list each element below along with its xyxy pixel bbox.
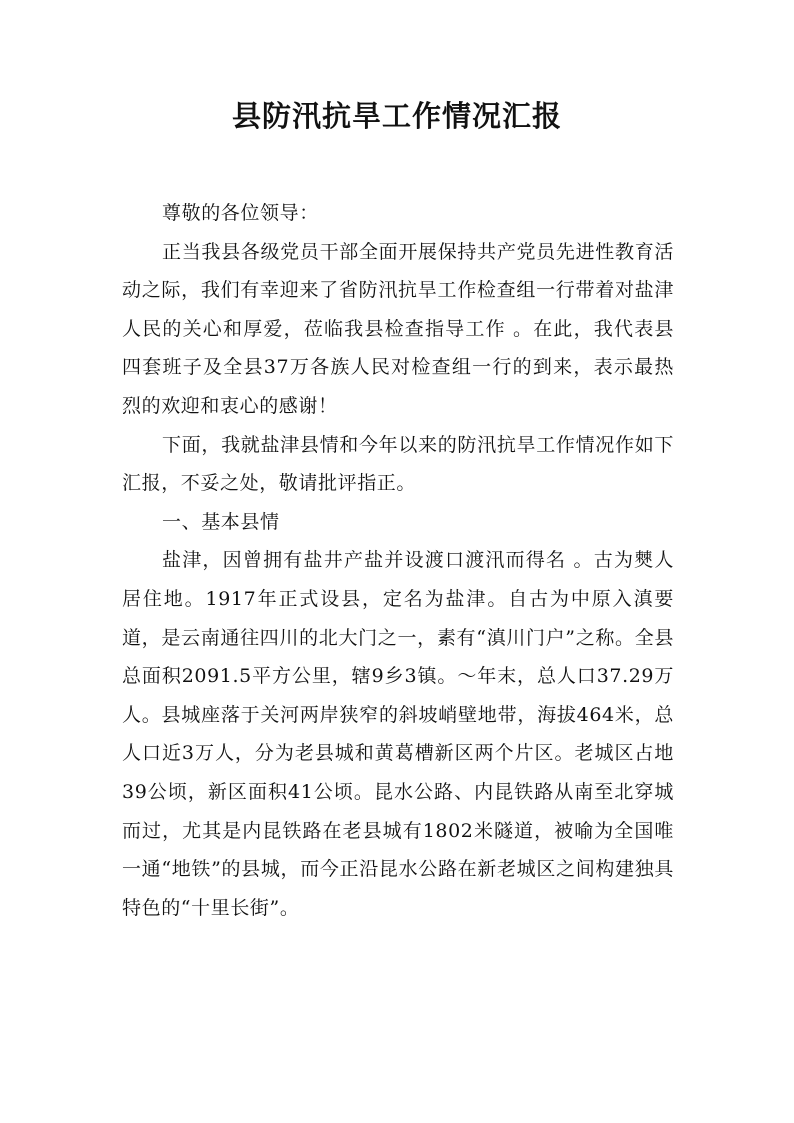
document-body: [122, 194, 674, 927]
county-overview-paragraph: 盐津，因曾拥有盐井产盐并设渡口渡汛而得名 。古为僰人居住地。1917年正式设县，定名为盐津。自古为中原入滇要道，是云南通往四川的北大门之一，素有“滇川门户”之称。全县总面积2091.5平方公里，辖9乡3镇。～年末，总人口37.29万人。县城座落于关河两岸狭窄的斜坡峭壁地带，海拔464米，总人口近3万人，分为老县城和黄葛槽新区两个片区。老城区占地39公顷，新区面积41公顷。昆水公路、内昆铁路从南至北穿城而过，尤其是内昆铁路在老县城有1802米隧道，被喻为全国唯一通“地铁”的县城，而今正沿昆水公路在新老城区之间构建独具特色的“十里长街”。: [122, 549, 674, 919]
welcome-paragraph: 正当我县各级党员干部全面开展保持共产党员先进性教育活动之际，我们有幸迎来了省防汛抗旱工作检查组一行带着对盐津人民的关心和厚爱，莅临我县检查指导工作 。在此，我代表县四套班子及全县37万各族人民对检查组一行的到来，表示最热烈的欢迎和衷心的感谢！: [122, 240, 674, 417]
section-heading: 一、基本县情: [162, 510, 280, 533]
salutation-paragraph: 尊敬的各位领导：: [162, 202, 319, 224]
intro-paragraph: 下面，我就盐津县情和今年以来的防汛抗旱工作情况作如下汇报，不妥之处，敬请批评指正。: [122, 433, 674, 495]
document-title: 县防汛抗旱工作情况汇报: [231, 99, 562, 133]
